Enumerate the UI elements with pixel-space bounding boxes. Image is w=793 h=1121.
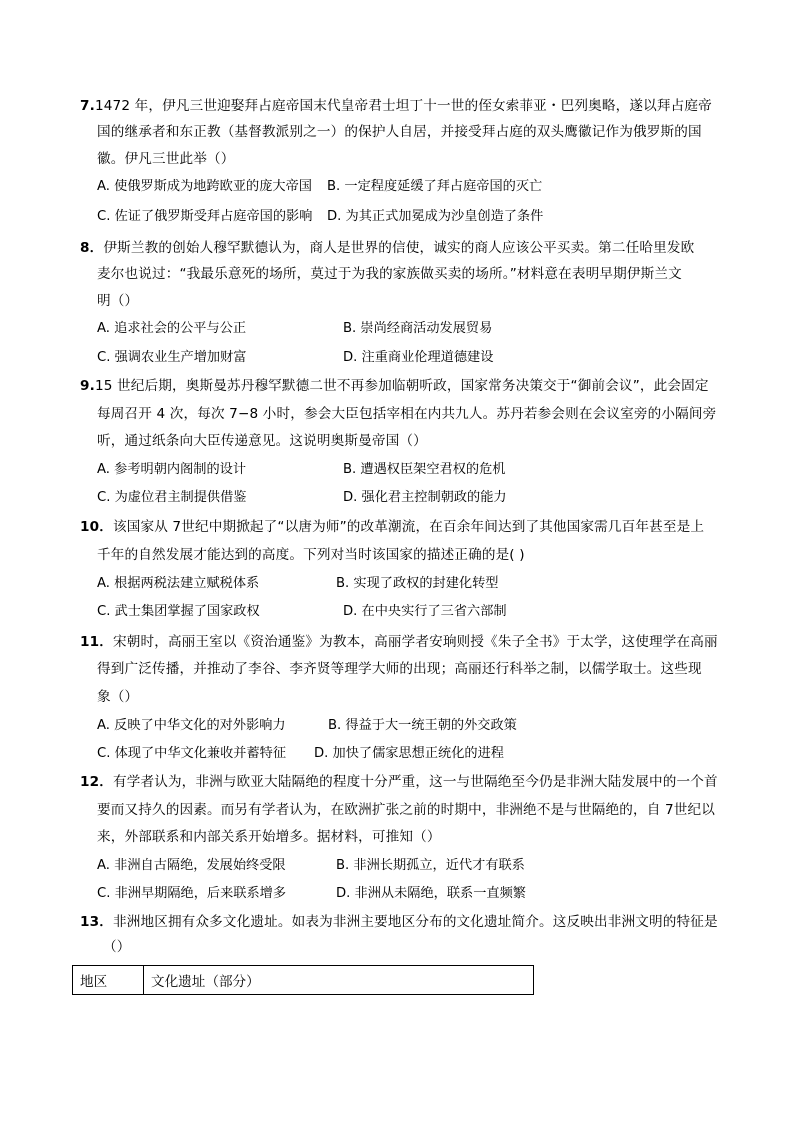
table-header-region: 地区 — [73, 966, 144, 995]
question-7-line-1 — [80, 97, 712, 115]
question-12-line-2: 要而又持久的因素。而另有学者认为，在欧洲扩张之前的时期中，非洲绝不是与世隔绝的，自 7世纪以 — [97, 802, 715, 818]
question-13-number: 13． — [80, 914, 113, 930]
question-10-line-2: 千年的自然发展才能达到的高度。下列对当时该国家的描述正确的是( ) — [97, 547, 525, 563]
question-12-option-a: A. 非洲自古隔绝，发展始终受限 — [97, 858, 286, 873]
question-12-line-1 — [80, 773, 718, 791]
question-9-stem-1: 15 世纪后期，奥斯曼苏丹穆罕默德二世不再参加临朝听政，国家常务决策交于“御前会议”，此会固定 — [94, 378, 709, 394]
question-7-option-c: C. 佐证了俄罗斯受拜占庭帝国的影响 — [97, 209, 313, 224]
question-13-line-2: （） — [103, 939, 131, 955]
question-9-number: 9. — [80, 378, 95, 394]
question-8-option-b: B. 崇尚经商活动发展贸易 — [343, 321, 493, 336]
question-13-stem-1: 非洲地区拥有众多文化遗址。如表为非洲主要地区分布的文化遗址简介。这反映出非洲文明的特征是 — [112, 914, 718, 930]
question-8-line-1 — [80, 239, 694, 257]
table-header-row — [73, 966, 534, 995]
question-8-stem-1: 伊斯兰教的创始人穆罕默德认为，商人是世界的信使，诚实的商人应该公平买卖。第二任哈里发欧 — [103, 240, 695, 256]
question-11-option-d: D. 加快了儒家思想正统化的进程 — [314, 746, 504, 761]
question-9-line-1 — [80, 377, 709, 395]
question-7-line-3: 徽。伊凡三世此举（） — [97, 151, 235, 167]
question-10-line-1 — [80, 518, 704, 536]
question-11-line-3: 象（） — [97, 689, 139, 705]
question-8-option-a: A. 追求社会的公平与公正 — [97, 321, 247, 336]
question-11-stem-1: 宋朝时，高丽王室以《资治通鉴》为教本，高丽学者安珦则授《朱子全书》于太学，这使理学在高丽 — [112, 634, 718, 650]
table-header-sites: 文化遗址（部分） — [144, 966, 534, 995]
question-11-line-1 — [80, 633, 718, 651]
question-12-number: 12． — [80, 774, 113, 790]
question-12-option-c: C. 非洲早期隔绝，后来联系增多 — [97, 886, 287, 901]
question-11-option-c: C. 体现了中华文化兼收并蓄特征 — [97, 746, 287, 761]
question-9-line-3: 听，通过纸条向大臣传递意见。这说明奥斯曼帝国（） — [97, 433, 427, 449]
question-11-option-b: B. 得益于大一统王朝的外交政策 — [328, 718, 517, 733]
question-12-stem-1: 有学者认为，非洲与欧亚大陆隔绝的程度十分严重，这一与世隔绝至今仍是非洲大陆发展中的一个首 — [112, 774, 718, 790]
question-10-option-b: B. 实现了政权的封建化转型 — [336, 576, 499, 591]
question-12-option-d: D. 非洲从未隔绝，联系一直频繁 — [336, 886, 526, 901]
question-7-number: 7. — [80, 98, 95, 114]
question-10-option-c: C. 武士集团掌握了国家政权 — [97, 604, 260, 619]
question-8-line-3: 明（） — [97, 293, 139, 309]
question-9-option-a: A. 参考明朝内阁制的设计 — [97, 462, 247, 477]
question-10-option-a: A. 根据两税法建立赋税体系 — [97, 576, 260, 591]
question-8-line-2: 麦尔也说过：“我最乐意死的场所，莫过于为我的家族做买卖的场所。”材料意在表明早期伊斯兰文 — [97, 266, 682, 282]
question-9-option-d: D. 强化君主控制朝政的能力 — [343, 490, 507, 505]
question-10-option-d: D. 在中央实行了三省六部制 — [343, 604, 507, 619]
question-13-line-1 — [80, 913, 718, 931]
question-7-stem-1: 1472 年，伊凡三世迎娶拜占庭帝国末代皇帝君士坦丁十一世的侄女索菲亚・巴列奥略，遂以拜占庭帝 — [94, 98, 712, 114]
question-7-option-d: D. 为其正式加冕成为沙皇创造了条件 — [327, 209, 544, 224]
question-12-line-3: 来，外部联系和内部关系开始增多。据材料，可推知（） — [97, 829, 441, 845]
question-10-number: 10． — [80, 519, 113, 535]
question-8-option-c: C. 强调农业生产增加财富 — [97, 350, 247, 365]
question-8-option-d: D. 注重商业伦理道德建设 — [343, 350, 494, 365]
question-11-number: 11． — [80, 634, 113, 650]
question-12-option-b: B. 非洲长期孤立，近代才有联系 — [336, 858, 525, 873]
question-11-line-2: 得到广泛传播，并推动了李谷、李齐贤等理学大师的出现；高丽还行科举之制，以儒学取士。这些现 — [97, 661, 702, 677]
question-11-option-a: A. 反映了中华文化的对外影响力 — [97, 718, 286, 733]
question-9-line-2: 每周召开 4 次，每次 7−8 小时，参会大臣包括宰相在内共九人。苏丹若参会则在会议室旁的小隔间旁 — [97, 406, 717, 422]
question-9-option-c: C. 为虚位君主制提供借鉴 — [97, 490, 247, 505]
question-7-option-a: A. 使俄罗斯成为地跨欧亚的庞大帝国 — [97, 179, 312, 194]
question-13-table — [72, 965, 534, 995]
question-10-stem-1: 该国家从 7世纪中期掀起了“以唐为师”的改革潮流，在百余年间达到了其他国家需几百年甚至是上 — [112, 519, 705, 535]
question-9-option-b: B. 遭遇权臣架空君权的危机 — [343, 462, 506, 477]
question-7-line-2: 国的继承者和东正教（基督教派别之一）的保护人自居，并接受拜占庭的双头鹰徽记作为俄罗斯的国 — [97, 124, 702, 140]
question-8-number: 8． — [80, 240, 104, 256]
question-7-option-b: B. 一定程度延缓了拜占庭帝国的灭亡 — [327, 179, 543, 194]
